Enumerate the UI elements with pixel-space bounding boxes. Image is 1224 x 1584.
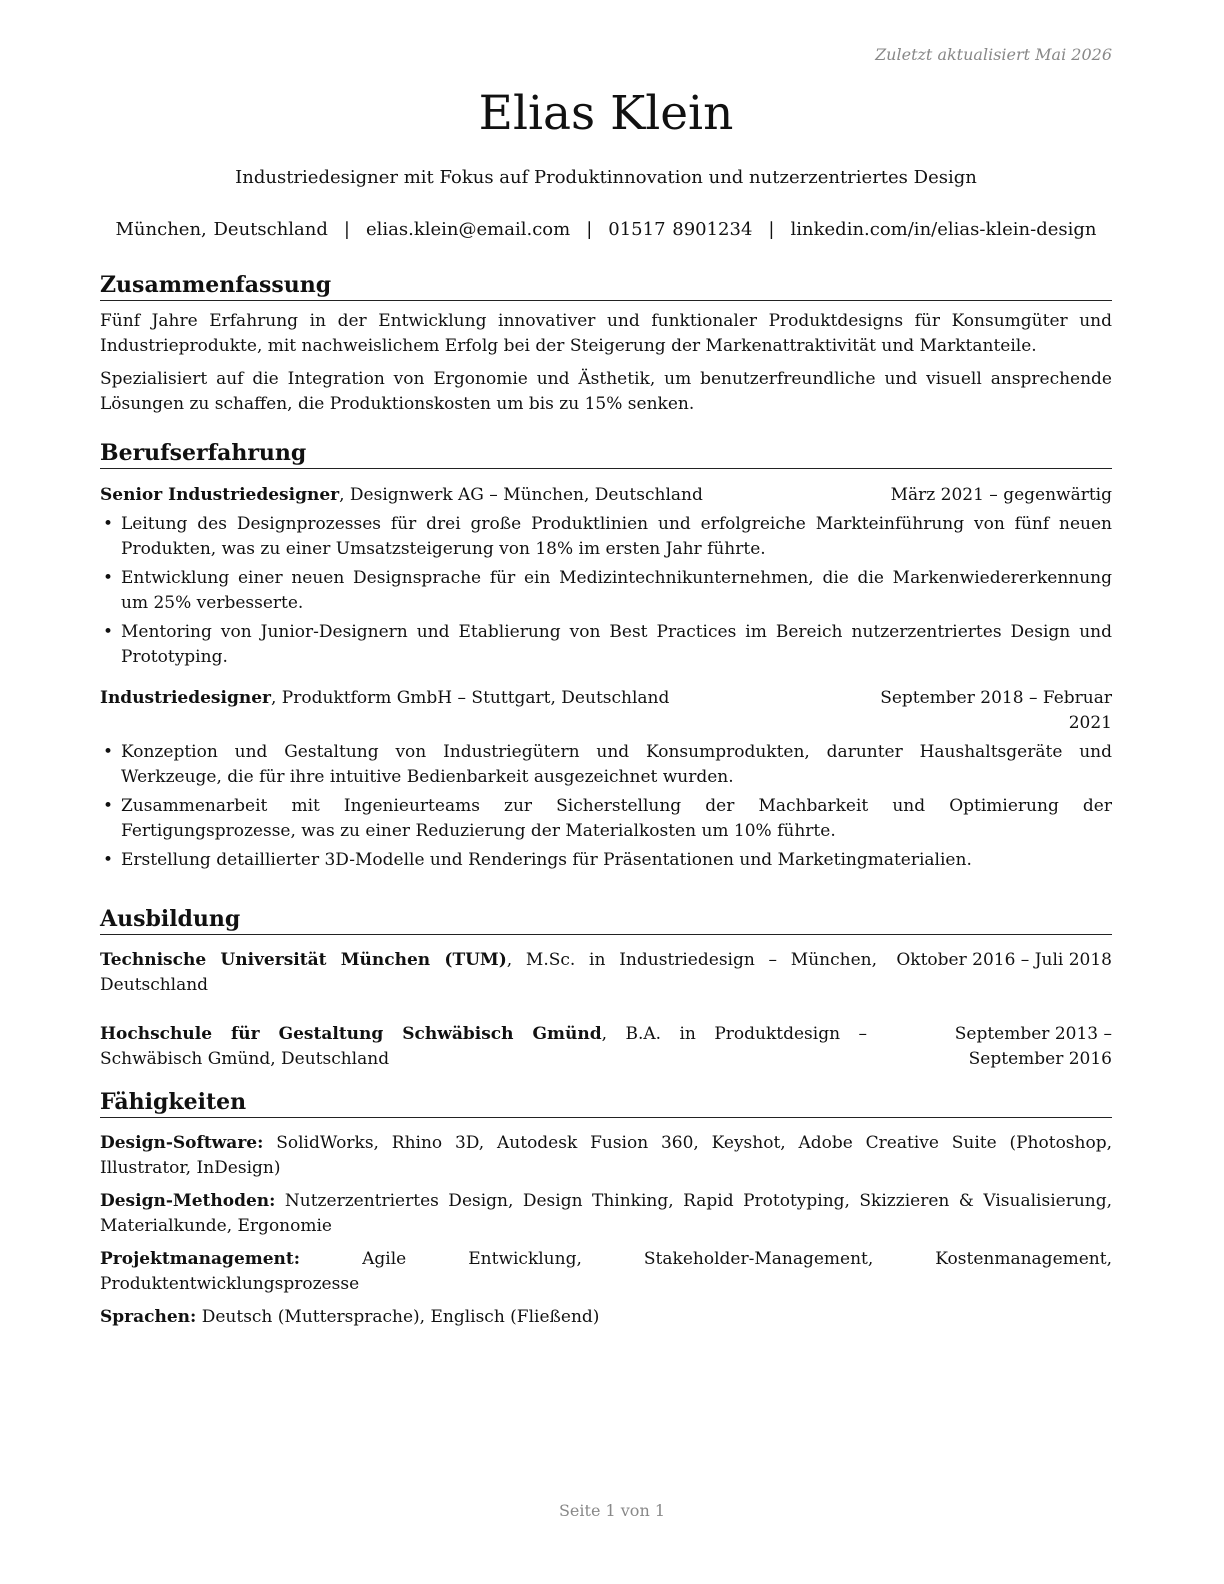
- skill-label: Design-Software:: [100, 1133, 264, 1153]
- last-updated-note: Zuletzt aktualisiert Mai 2026: [875, 45, 1112, 64]
- skill-row: [100, 1305, 1112, 1330]
- list-item: [100, 620, 1112, 670]
- list-item: [100, 848, 1112, 873]
- skill-value: SolidWorks, Rhino 3D, Autodesk Fusion 360, Keyshot, Adobe Creative Suite (Photoshop, Illustrator, InDesign): [100, 1133, 1112, 1178]
- education-detail: , B.A. in Produktdesign – Schwäbisch Gmünd, Deutschland: [100, 1024, 867, 1069]
- contact-separator: |: [586, 219, 593, 240]
- job-company: , Designwerk AG – München, Deutschland: [339, 485, 703, 505]
- summary-paragraph: Spezialisiert auf die Integration von Ergonomie und Ästhetik, um benutzerfreundliche und visuell ansprechende Lösungen zu schaffen, die Produktionskosten um bis zu 15% senken.: [100, 369, 1112, 414]
- job-title-line: [100, 686, 872, 736]
- skill-value: Deutsch (Muttersprache), Englisch (Fließend): [201, 1307, 600, 1327]
- education-title-line: [100, 1022, 877, 1072]
- education-dates: September 2013 – September 2016: [954, 1024, 1112, 1069]
- education-entry: [100, 948, 1112, 998]
- job-role: Industriedesigner: [100, 688, 271, 708]
- list-item: [100, 740, 1112, 790]
- section-title-skills: Fähigkeiten: [100, 1088, 1112, 1118]
- education-section: [100, 905, 1112, 1072]
- job-role: Senior Industriedesigner: [100, 485, 340, 505]
- summary-section: [100, 271, 1112, 417]
- education-dates: Oktober 2016 – Juli 2018: [896, 950, 1112, 970]
- list-item: [100, 566, 1112, 616]
- contact-linkedin[interactable]: linkedin.com/in/elias-klein-design: [790, 219, 1097, 240]
- contact-location: München, Deutschland: [115, 219, 328, 240]
- bullet-icon: •: [103, 514, 114, 534]
- bullet-text: Mentoring von Junior-Designern und Etablierung von Best Practices im Bereich nutzerzentriertes Design und Prototyping.: [121, 622, 1112, 667]
- contact-line: [100, 219, 1112, 240]
- contact-separator: |: [768, 219, 775, 240]
- section-title-education: Ausbildung: [100, 905, 1112, 935]
- skill-label: Sprachen:: [100, 1307, 197, 1327]
- job-header: [100, 483, 1112, 508]
- section-title-summary: Zusammenfassung: [100, 271, 1112, 301]
- job-header: [100, 686, 1112, 736]
- list-item: [100, 512, 1112, 562]
- page-number: Seite 1 von 1: [558, 1501, 666, 1520]
- job-entry: [100, 483, 1112, 670]
- bullet-text: Konzeption und Gestaltung von Industriegütern und Konsumprodukten, darunter Haushaltsgeräte und Werkzeuge, die für ihre intuitive Bedienbarkeit ausgezeichnet wurden.: [121, 742, 1112, 787]
- skill-value: Agile Entwicklung, Stakeholder-Management, Kostenmanagement, Produktentwicklungsprozesse: [100, 1249, 1112, 1294]
- skill-row: [100, 1247, 1112, 1297]
- experience-section: [100, 439, 1112, 877]
- skill-label: Projektmanagement:: [100, 1249, 301, 1269]
- bullet-icon: •: [103, 850, 114, 870]
- job-dates: September 2018 – Februar 2021: [880, 688, 1112, 733]
- contact-separator: |: [343, 219, 350, 240]
- job-company: , Produktform GmbH – Stuttgart, Deutschland: [270, 688, 670, 708]
- bullet-text: Entwicklung einer neuen Designsprache für ein Medizintechnikunternehmen, die die Markenwiedererkennung um 25% verbesserte.: [121, 568, 1112, 613]
- education-entry: [100, 1022, 1112, 1072]
- bullet-icon: •: [103, 568, 114, 588]
- education-detail: , M.Sc. in Industriedesign – München, Deutschland: [100, 950, 877, 995]
- section-title-experience: Berufserfahrung: [100, 439, 1112, 469]
- contact-phone[interactable]: 01517 8901234: [608, 219, 753, 240]
- bullet-text: Leitung des Designprozesses für drei große Produktlinien und erfolgreiche Markteinführung von fünf neuen Produkten, was zu einer Umsatzsteigerung von 18% im ersten Jahr führte.: [121, 514, 1112, 559]
- bullet-text: Erstellung detaillierter 3D-Modelle und Renderings für Präsentationen und Marketingmaterialien.: [121, 850, 972, 870]
- education-title-line: [100, 948, 887, 998]
- education-school: Technische Universität München (TUM): [100, 950, 507, 970]
- contact-email[interactable]: elias.klein@email.com: [365, 219, 571, 240]
- job-dates: März 2021 – gegenwärtig: [890, 485, 1112, 505]
- skill-row: [100, 1131, 1112, 1181]
- bullet-icon: •: [103, 622, 114, 642]
- list-item: [100, 794, 1112, 844]
- skill-row: [100, 1189, 1112, 1239]
- skills-section: [100, 1088, 1112, 1330]
- job-bullets: [100, 740, 1112, 873]
- job-title-line: [100, 483, 891, 508]
- skill-value: Nutzerzentriertes Design, Design Thinking, Rapid Prototyping, Skizzieren & Visualisierung, Materialkunde, Ergonomie: [100, 1191, 1113, 1236]
- bullet-text: Zusammenarbeit mit Ingenieurteams zur Sicherstellung der Machbarkeit und Optimierung der Fertigungsprozesse, was zu einer Reduzierung der Materialkosten um 10% führte.: [121, 796, 1112, 841]
- bullet-icon: •: [103, 796, 114, 816]
- skill-label: Design-Methoden:: [100, 1191, 276, 1211]
- education-school: Hochschule für Gestaltung Schwäbisch Gmünd: [100, 1024, 602, 1044]
- summary-paragraph: Fünf Jahre Erfahrung in der Entwicklung innovativer und funktionaler Produktdesigns für Konsumgüter und Industrieprodukte, mit nachweislichem Erfolg bei der Steigerung der Markenattraktivität und Marktanteile.: [100, 311, 1112, 356]
- job-entry: [100, 686, 1112, 873]
- tagline: Industriedesigner mit Fokus auf Produktinnovation und nutzerzentriertes Design: [235, 167, 977, 188]
- job-bullets: [100, 512, 1112, 670]
- bullet-icon: •: [103, 742, 114, 762]
- candidate-name: Elias Klein: [478, 86, 734, 141]
